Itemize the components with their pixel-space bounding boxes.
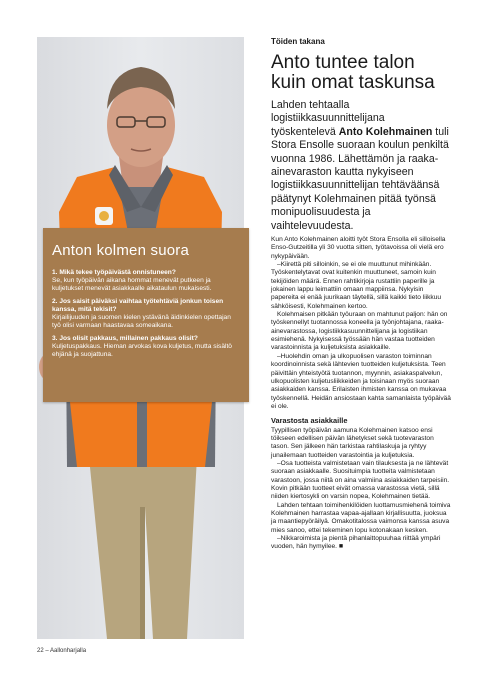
paragraph-text: –Nikkaroimista ja pientä pihanlaittopuuhaa riittää ympäri vuoden, hän hymyilee.	[271, 535, 441, 551]
question: 1. Mikä tekee työpäivästä onnistuneen?	[52, 269, 176, 276]
paragraph: –Kiirettä piti silloinkin, se ei ole muuttunut mihinkään. Työskentelytavat ovat kuitenkin muuttuneet, samoin kuin tekijöiden määrä. Ennen rahtikirjoja rustattiin paperille ja jokainen lappu leimattiin omaan mappiinsa. Nykyisin papereita ei enää juurikaan täytellä, sillä kaikki tieto liikkuu sähköisesti, Kolehmainen kertoo.	[271, 261, 442, 310]
person-name: Anto Kolehmainen	[338, 125, 433, 138]
paragraph: Kolehmaisen pitkään työuraan on mahtunut paljon: hän on työskennellyt tuotannossa koneella ja työnjohtajana, raaka-ainevarastossa, logistiikkasuunnittelijana ja logistiikan esimiehenä. Nykyisessä työssään hän vastaa tuotteiden varastoinnista ja kuljetuksista asiakkaille.	[271, 311, 448, 352]
end-mark-icon: ■	[338, 543, 344, 551]
card-title: Anton kolmen suora	[52, 242, 190, 259]
paragraph	[271, 535, 451, 552]
question: 2. Jos saisit päiväksi vaihtaa työtehtäviä jonkun toisen kanssa, mitä tekisit?	[52, 298, 224, 313]
qa-item	[52, 269, 240, 293]
paragraph: –Huolehdin oman ja ulkopuolisen varaston toiminnan koordinoinnista sekä lähtevien tuotteiden kuljetuksista. Teen päivittäin yhteistyötä tuotannon, myynnin, asiakaspalvelun, ulkopuolisten kuljetusliikkeiden ja toisinaan myös suoraan asiakkaiden kanssa. Erilaisten ihmisten kanssa on mukavaa työskennellä. Heidän ansiostaan kahta samanlaista työpäivää ei ole.	[271, 352, 451, 410]
paragraph: Kun Anto Kolehmainen aloitti työt Stora Ensolla eli silloisella Enso-Gutzeitilla yli 30 vuotta sitten, työtavoissa oli vielä ero nykypäivään.	[271, 236, 446, 260]
answer: Kuljetuspakkaus. Hieman arvokas kova kuljetus, mutta sisältö ehjänä ja suojattuna.	[52, 343, 232, 358]
answer: Kirjailijuuden ja suomen kielen ystävänä äidinkielen opettajan työ olisi varmaan haastavaa someaikana.	[52, 314, 231, 329]
article-body	[271, 236, 451, 552]
qa-item	[52, 335, 240, 359]
paragraph: Tyypillisen työpäivän aamuna Kolehmainen katsoo ensi töikseen edellisen päivän lähetykset sekä tuotevaraston tason. Sen jälkeen hän tarkistaa rahtilaskuja ja ryhtyy junailemaan tuotteiden varastointia ja kuljetuksia.	[271, 426, 434, 459]
qa-item	[52, 298, 240, 330]
lead-paragraph	[271, 99, 451, 233]
page-title: Anto tuntee talon kuin omat taskunsa	[271, 52, 435, 93]
subheading: Varastosta asiakkaille	[271, 416, 348, 426]
paragraph: –Osa tuotteista valmistetaan vain tilauksesta ja ne lähtevät suoraan asiakkaalle. Suosituimpia tuotteita valmistetaan varastoon, jossa niitä on aina valmiina asiakkaiden tarpeisiin. Kovin pitkään tuotteet eivät omassa varastossa vietä, sillä niiden kiertosykli on varsin nopea, Kolehmainen tietää.	[271, 459, 450, 501]
answer: Se, kun työpäivän aikana hommat menevät putkeen ja kuljetukset menevät asiakkaalle aikataulun mukaisesti.	[52, 277, 212, 292]
page-footer: 22 – Aallonharjalla	[37, 648, 87, 654]
lead-text: tuli Stora Ensolle suoraan koulun penkiltä vuonna 1986. Lähettämön ja raaka-ainevaraston kautta nykyiseen logistiikkasuunnittelijan tehtäväänsä päätynyt Kolehmainen pitää työnsä monipuolisuudesta ja vaihtelevuudesta.	[271, 125, 449, 232]
question: 3. Jos olisit pakkaus, millainen pakkaus olisit?	[52, 335, 198, 342]
q-and-a-card	[43, 228, 249, 402]
section-label: Töiden takana	[271, 37, 325, 46]
lead-text: Lahden tehtaalla logistiikkasuunnittelijana työskentelevä	[271, 99, 385, 138]
paragraph: Lahden tehtaan toimihenkilöiden luottamusmiehenä toimiva Kolehmainen harrastaa vapaa-ajallaan kirjallisuutta, juoksua ja maantiepyöräilyä. Omakotitalossa vaimonsa kanssa asuva mies sanoo, ettei tekeminen lopu kotonakaan kesken.	[271, 501, 451, 534]
